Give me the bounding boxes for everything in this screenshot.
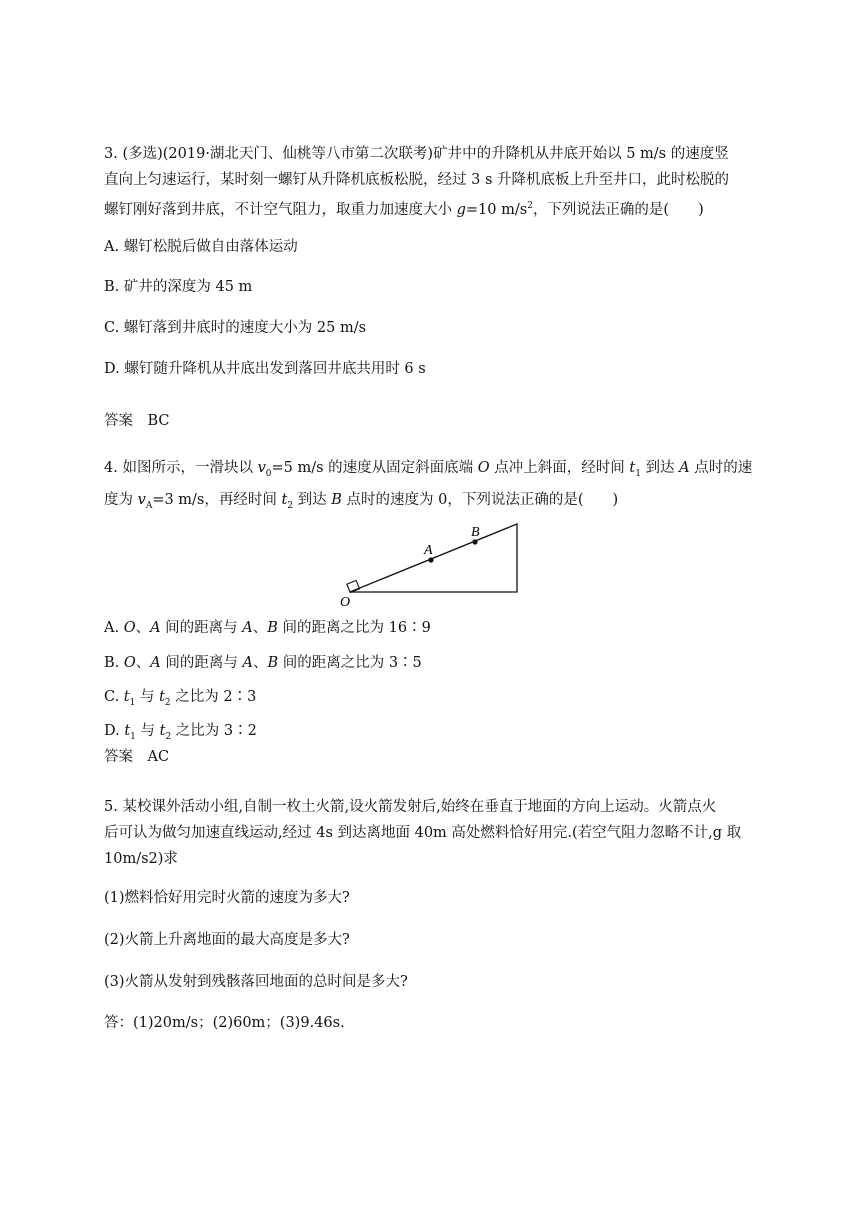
point-b-dot	[472, 539, 477, 544]
q5-subquestion-1: (1)燃料恰好用完时火箭的速度为多大?	[104, 890, 350, 906]
label-b: B	[471, 525, 480, 540]
q4-line-1: 4. 如图所示，一滑块以 $v_0=5$ m/s 的速度从固定斜面底端 O 点冲上斜面，经时间 $t_1$ 到达 A 点时的速	[104, 460, 753, 479]
q4-answer: 答案 AC	[104, 749, 170, 765]
question-3-stem	[104, 141, 768, 223]
q4-option-d: D. $t_1$ 与 $t_2$ 之比为 3∶2	[104, 723, 257, 742]
q3-option-a: A. 螺钉松脱后做自由落体运动	[104, 239, 298, 255]
incline-triangle	[350, 524, 517, 592]
q5-line-2: 后可认为做匀加速直线运动,经过 4s 到达离地面 40m 高处燃料恰好用完.(若空气阻力忽略不计,g 取	[104, 825, 742, 841]
incline-diagram	[330, 520, 530, 608]
label-a: A	[424, 543, 433, 558]
q5-line-1: 5. 某校课外活动小组,自制一枚土火箭,设火箭发射后,始终在垂直于地面的方向上运动。火箭点火	[104, 799, 717, 815]
q3-option-b: B. 矿井的深度为 45 m	[104, 279, 253, 295]
q4-option-c: C. $t_1$ 与 $t_2$ 之比为 2∶3	[104, 689, 257, 708]
label-o: O	[340, 595, 351, 608]
q5-subquestion-3: (3)火箭从发射到残骸落回地面的总时间是多大?	[104, 974, 408, 990]
q5-answer: 答：(1)20m/s；(2)60m；(3)9.46s.	[104, 1015, 345, 1031]
question-4-stem	[104, 455, 768, 519]
point-a-dot	[428, 557, 433, 562]
q3-option-d: D. 螺钉随升降机从井底出发到落回井底共用时 6 s	[104, 361, 426, 377]
q5-subquestion-2: (2)火箭上升离地面的最大高度是多大?	[104, 932, 350, 948]
q3-answer: 答案 BC	[104, 413, 170, 429]
q4-line-2: 度为 $v_A=3$ m/s，再经时间 $t_2$ 到达 B 点时的速度为 0，下列说法正确的是( )	[104, 491, 619, 511]
q3-line-1: 3. (多选)(2019·湖北天门、仙桃等八市第二次联考)矿井中的升降机从井底开始以 5 m/s 的速度竖	[104, 146, 729, 162]
q5-line-3: 10m/s2)求	[104, 851, 178, 867]
q3-option-c: C. 螺钉落到井底时的速度大小为 25 m/s	[104, 320, 367, 336]
q3-line-2: 直向上匀速运行，某时刻一螺钉从升降机底板松脱，经过 3 s 升降机底板上升至井口，此时松脱的	[104, 172, 729, 188]
q4-option-b: B. O、A 间的距离与 A、B 间的距离之比为 3∶5	[104, 655, 422, 671]
q3-line-3: 螺钉刚好落到井底，不计空气阻力，取重力加速度大小 g=10 $m/s^2$，下列说法正确的是( )	[104, 201, 704, 218]
question-5-stem	[104, 794, 768, 872]
q4-option-a: A. O、A 间的距离与 A、B 间的距离之比为 16∶9	[104, 620, 431, 636]
